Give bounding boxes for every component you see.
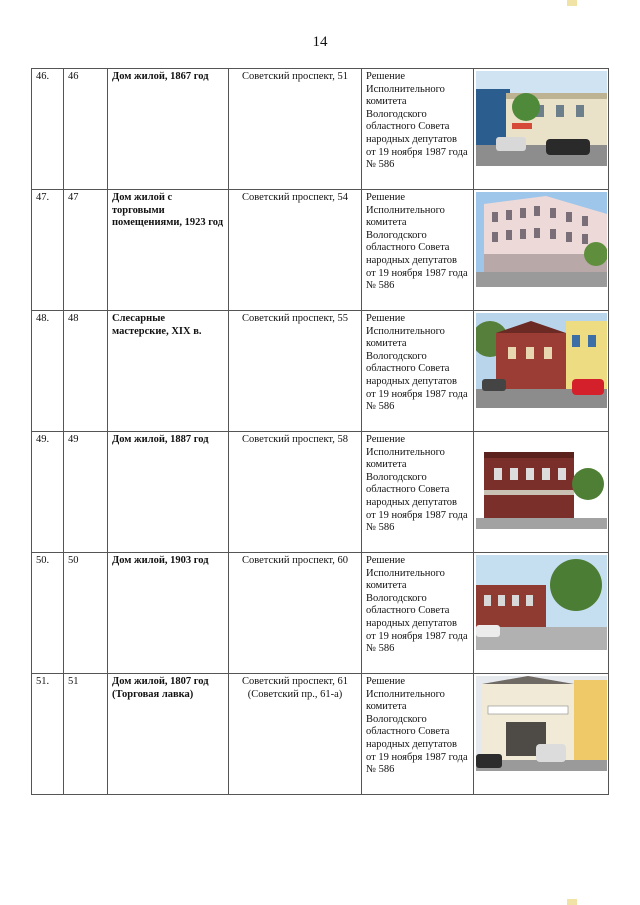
building-photo [476, 71, 607, 166]
row-index: 51. [32, 674, 64, 795]
object-name: Дом жилой, 1807 год (Торговая лавка) [108, 674, 229, 795]
photo-cell [474, 432, 609, 553]
photo-cell [474, 674, 609, 795]
building-photo [476, 676, 607, 771]
photo-cell [474, 69, 609, 190]
row-number: 50 [64, 553, 108, 674]
object-address: Советский проспект, 60 [229, 553, 362, 674]
object-name: Дом жилой с торговыми помещениями, 1923 год [108, 190, 229, 311]
table-row [32, 311, 609, 432]
protection-decision: Решение Исполнительного комитета Вологодского областного Совета народных депутатов от 19 ноября 1987 года № 586 [362, 311, 474, 432]
photo-cell [474, 311, 609, 432]
protection-decision: Решение Исполнительного комитета Вологодского областного Совета народных депутатов от 19 ноября 1987 года № 586 [362, 553, 474, 674]
building-photo [476, 555, 607, 650]
heritage-registry-table [31, 68, 609, 795]
row-number: 49 [64, 432, 108, 553]
row-index: 50. [32, 553, 64, 674]
building-photo [476, 192, 607, 287]
protection-decision: Решение Исполнительного комитета Вологодского областного Совета народных депутатов от 19 ноября 1987 года № 586 [362, 432, 474, 553]
object-address: Советский проспект, 61 (Советский пр., 61-а) [229, 674, 362, 795]
object-address: Советский проспект, 55 [229, 311, 362, 432]
scan-artifact-top [567, 0, 577, 6]
scan-artifact-bottom [567, 899, 577, 905]
row-number: 47 [64, 190, 108, 311]
row-index: 48. [32, 311, 64, 432]
object-name: Дом жилой, 1867 год [108, 69, 229, 190]
protection-decision: Решение Исполнительного комитета Вологодского областного Совета народных депутатов от 19 ноября 1987 года № 586 [362, 69, 474, 190]
protection-decision: Решение Исполнительного комитета Вологодского областного Совета народных депутатов от 19 ноября 1987 года № 586 [362, 674, 474, 795]
building-photo [476, 434, 607, 529]
page-number: 14 [312, 34, 328, 50]
table-row [32, 69, 609, 190]
object-address: Советский проспект, 51 [229, 69, 362, 190]
row-index: 49. [32, 432, 64, 553]
row-index: 47. [32, 190, 64, 311]
row-index: 46. [32, 69, 64, 190]
table-row [32, 190, 609, 311]
object-name: Слесарные мастерские, XIX в. [108, 311, 229, 432]
table-row [32, 432, 609, 553]
building-photo [476, 313, 607, 408]
row-number: 48 [64, 311, 108, 432]
row-number: 46 [64, 69, 108, 190]
protection-decision: Решение Исполнительного комитета Вологодского областного Совета народных депутатов от 19 ноября 1987 года № 586 [362, 190, 474, 311]
object-address: Советский проспект, 58 [229, 432, 362, 553]
photo-cell [474, 190, 609, 311]
photo-cell [474, 553, 609, 674]
object-address: Советский проспект, 54 [229, 190, 362, 311]
table-row [32, 674, 609, 795]
row-number: 51 [64, 674, 108, 795]
object-name: Дом жилой, 1903 год [108, 553, 229, 674]
table-row [32, 553, 609, 674]
object-name: Дом жилой, 1887 год [108, 432, 229, 553]
